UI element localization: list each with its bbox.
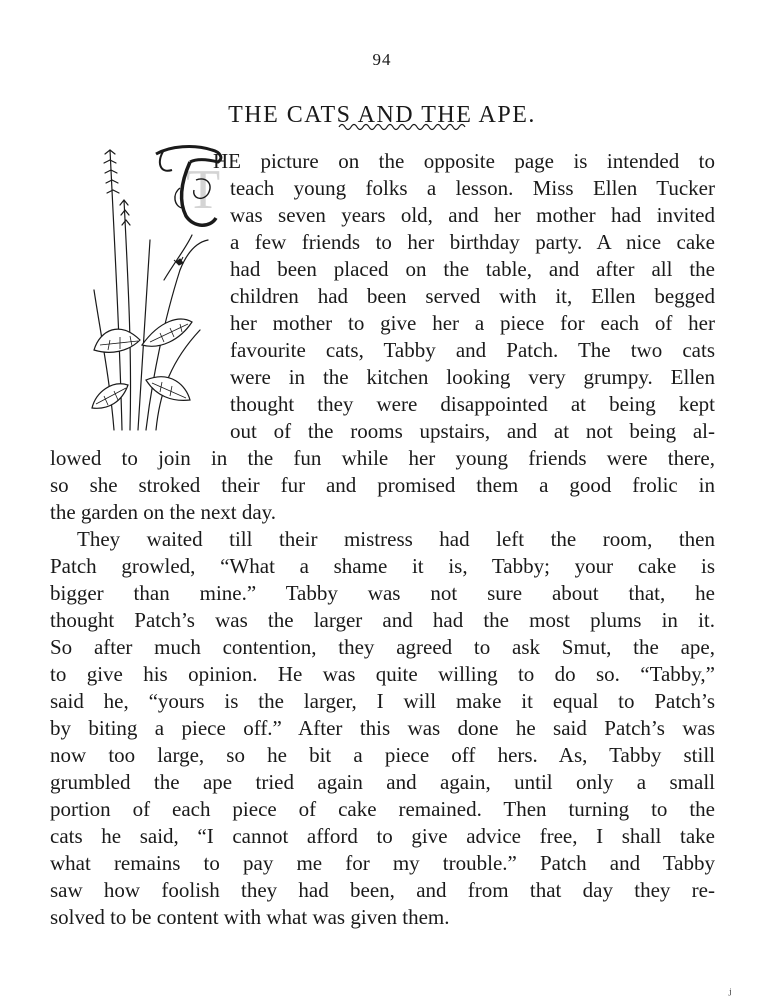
text-line: said he, “yours is the larger, I will make it equal to Patch’s <box>50 689 715 713</box>
text-line: Patch growled, “What a shame it is, Tabby; your cake is <box>50 554 715 578</box>
text-line: by biting a piece off.” After this was done he said Patch’s was <box>50 716 715 740</box>
page-title: THE CATS AND THE APE. <box>228 102 536 129</box>
text-line: was seven years old, and her mother had invited <box>230 203 715 227</box>
text-line: were in the kitchen looking very grumpy. Ellen <box>230 365 715 389</box>
text-line: what remains to pay me for my trouble.” Patch and Tabby <box>50 851 715 875</box>
text-line: saw how foolish they had been, and from that day they re- <box>50 878 715 902</box>
text-line: children had been served with it, Ellen begged <box>230 284 715 308</box>
text-line: thought they were disappointed at being kept <box>230 392 715 416</box>
text-line: bigger than mine.” Tabby was not sure about that, he <box>50 581 715 605</box>
scan-artifact-mark: ⱼ <box>728 983 732 998</box>
drop-cap-ornament <box>156 147 221 226</box>
text-line: now too large, so he bit a piece off hers. As, Tabby still <box>50 743 715 767</box>
drop-cap-plant-illustration <box>80 130 240 440</box>
text-line: portion of each piece of cake remained. Then turning to the <box>50 797 715 821</box>
text-line: grumbled the ape tried again and again, until only a small <box>50 770 715 794</box>
text-line: thought Patch’s was the larger and had the most plums in it. <box>50 608 715 632</box>
text-line: HE picture on the opposite page is intended to <box>213 149 715 173</box>
page-number: 94 <box>372 50 392 69</box>
text-line: lowed to join in the fun while her young friends were there, <box>50 446 715 470</box>
wavy-rule-ornament <box>337 121 467 133</box>
text-line: so she stroked their fur and promised them a good frolic in <box>50 473 715 497</box>
text-line: had been placed on the table, and after all the <box>230 257 715 281</box>
text-line: They waited till their mistress had left the room, then <box>77 527 715 551</box>
text-line: out of the rooms upstairs, and at not being al- <box>230 419 715 443</box>
text-line: the garden on the next day. <box>50 500 277 524</box>
text-line: teach young folks a lesson. Miss Ellen Tucker <box>230 176 715 200</box>
text-line: her mother to give her a piece for each of her <box>230 311 715 335</box>
text-line: a few friends to her birthday party. A nice cake <box>230 230 715 254</box>
text-line: So after much contention, they agreed to ask Smut, the ape, <box>50 635 715 659</box>
text-line: to give his opinion. He was quite willing to do so. “Tabby,” <box>50 662 715 686</box>
text-line: favourite cats, Tabby and Patch. The two cats <box>230 338 715 362</box>
text-line: solved to be content with what was given them. <box>50 905 450 929</box>
text-line: cats he said, “I cannot afford to give advice free, I shall take <box>50 824 715 848</box>
svg-text:T: T <box>186 159 221 221</box>
